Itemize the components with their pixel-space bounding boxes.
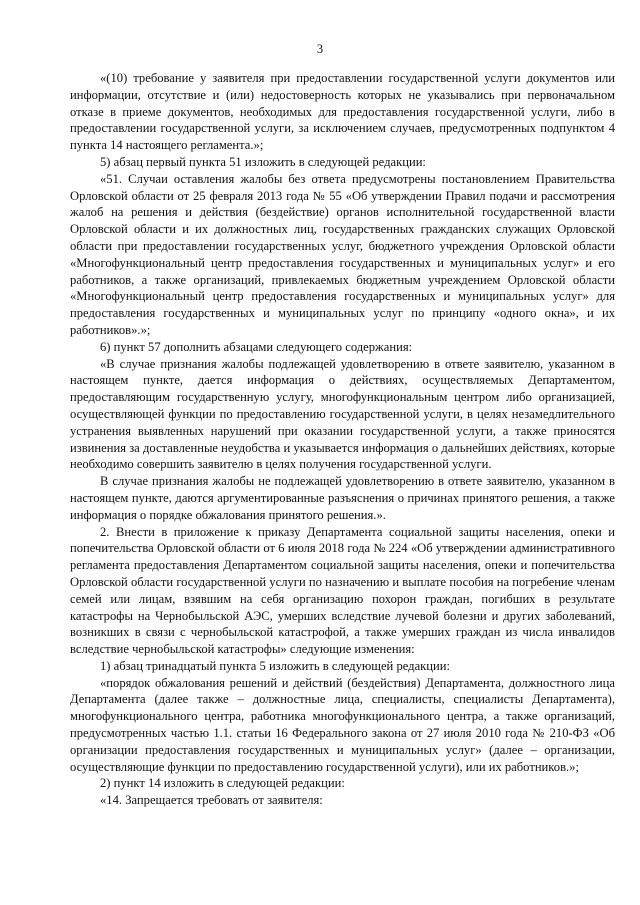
paragraph: 1) абзац тринадцатый пункта 5 изложить в следующей редакции:: [100, 658, 450, 673]
paragraph: 5) абзац первый пункта 51 изложить в следующей редакции:: [100, 154, 426, 169]
paragraph: 6) пункт 57 дополнить абзацами следующего содержания:: [100, 339, 413, 354]
paragraph: 2. Внести в приложение к приказу Департамента социальной защиты населения, опеки и попечительства Орловской области от 6 июля 2018 года № 224 «Об утверждении административного регламента предоставления Департаментом социальной защиты населения, опеки и попечительства Орловской области государственной услуги по назначению и выплате пособия на погребение членам семей или лицам, взявшим на себя организацию похорон граждан, погибших в результате катастрофы на Чернобыльской АЭС, умерших вследствие лучевой болезни и других заболеваний, возникших в связи с чернобыльской катастрофой, а также умерших граждан из числа инвалидов вследствие чернобыльской катастрофы» следующие изменения:: [70, 524, 615, 657]
document-body: [70, 70, 615, 809]
paragraph: 2) пункт 14 изложить в следующей редакции:: [100, 776, 345, 791]
paragraph: «порядок обжалования решений и действий (бездействия) Департамента, должностного лица Департамента (далее также – должностные лица, специалисты, специалисты Департамента), многофункционального центра, работника многофункционального центра, а также организаций, предусмотренных частью 1.1. статьи 16 Федерального закона от 27 июля 2010 года № 210-ФЗ «Об организации предоставления государственных и муниципальных услуг» (далее – организации, осуществляющие функции по предоставлению государственной услуги), или их работников.»;: [70, 675, 615, 774]
paragraph: В случае признания жалобы не подлежащей удовлетворению в ответе заявителю, указанном в настоящем пункте, даются аргументированные разъяснения о причинах принятого решения, а также информация о порядке обжалования принятого решения.».: [70, 474, 615, 522]
page-number: 3: [316, 42, 324, 56]
paragraph: «В случае признания жалобы подлежащей удовлетворению в ответе заявителю, указанном в настоящем пункте, дается информация о действиях, осуществляемых Департаментом, предоставляющим государственную услугу, многофункциональным центром либо организацией, осуществляющей функции по предоставлению государственной услуги, в целях незамедлительного устранения выявленных нарушений при оказании государственной услуги, а также приносятся извинения за доставленные неудобства и указывается информация о дальнейших действиях, которые необходимо совершить заявителю в целях получения государственной услуги.: [70, 356, 615, 472]
paragraph: «(10) требование у заявителя при предоставлении государственной услуги документов или информации, отсутствие и (или) недостоверность которых не указывались при первоначальном отказе в приеме документов, необходимых для предоставления государственной услуги, либо в предоставлении государственной услуги, за исключением случаев, предусмотренных подпунктом 4 пункта 14 настоящего регламента.»;: [70, 71, 615, 153]
paragraph: «51. Случаи оставления жалобы без ответа предусмотрены постановлением Правительства Орловской области от 25 февраля 2013 года № 55 «Об утверждении Правил подачи и рассмотрения жалоб на решения и действия (бездействие) органов исполнительной государственной власти Орловской области и их должностных лиц, государственных гражданских служащих Орловской области при предоставлении государственных услуг, бюджетного учреждения Орловской области «Многофункциональный центр предоставления государственных и муниципальных услуг» и его работников, а также организаций, привлекаемых бюджетным учреждением Орловской области «Многофункциональный центр предоставления государственных и муниципальных услуг» для предоставления государственных и муниципальных услуг по принципу «одного окна», и их работников».»;: [70, 171, 615, 337]
paragraph: «14. Запрещается требовать от заявителя:: [100, 793, 323, 808]
